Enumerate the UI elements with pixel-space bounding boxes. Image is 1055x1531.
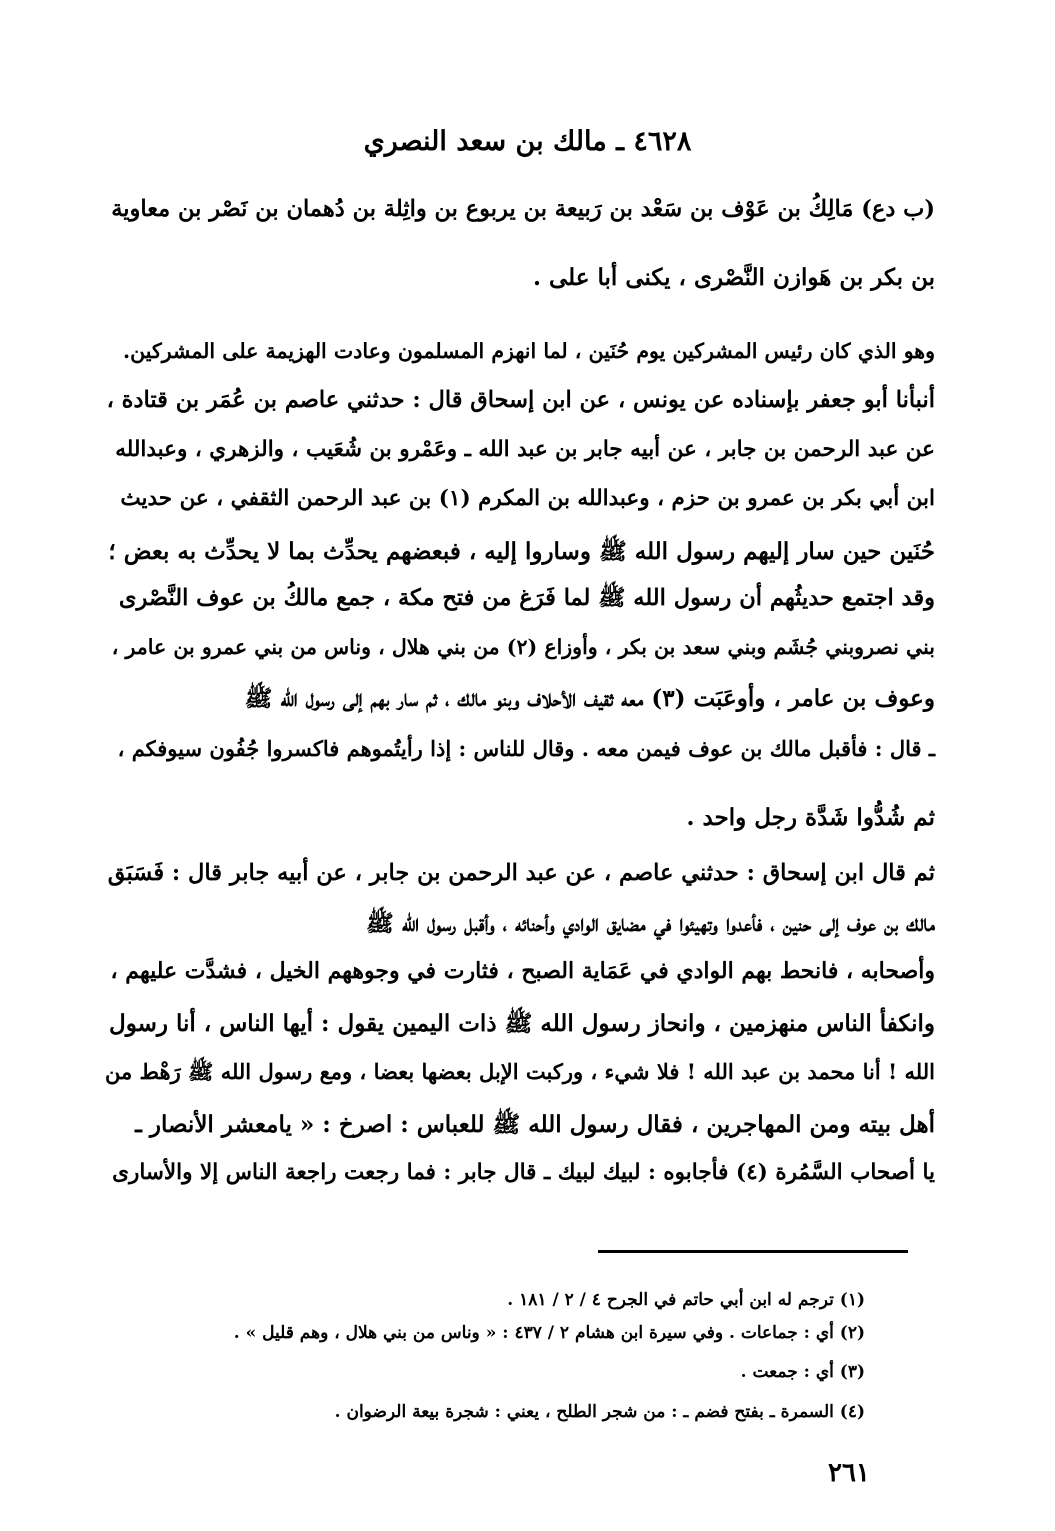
paragraph-line: وهو الذي كان رئيس المشركين يوم حُنَين ، لما انهزم المسلمون وعادت الهزيمة على المشركين. xyxy=(123,339,935,363)
intro-line: بن بكر بن هَوازن النَّصْرى ، يكنى أبا على . xyxy=(532,264,935,291)
paragraph-line: ثم قال ابن إسحاق : حدثني عاصم ، عن عبد الرحمن بن جابر ، عن أبيه جابر قال : فَسَبَق xyxy=(107,860,935,886)
paragraph-line: الله ! أنا محمد بن عبد الله ! فلا شيء ، وركبت الإبل بعضها بعضا ، ومع رسول الله ﷺ رَهْط من xyxy=(105,1059,935,1084)
paragraph-line: عن عبد الرحمن بن جابر ، عن أبيه جابر بن عبد الله ـ وعَمْرو بن شُعَيب ، والزهري ، وعبدالله xyxy=(115,437,935,462)
paragraph-line: وعوف بن عامر ، وأوعَبَت (٣) معه ثقيف الأحلاف وبنو مالك ، ثم سار بهم إلى رسول الله ﷺ xyxy=(244,685,935,712)
footnote: (٤) السمرة ـ بفتح فضم ـ : من شجر الطلح ، يعني : شجرة بيعة الرضوان . xyxy=(334,1402,865,1422)
paragraph-line: وانكفأ الناس منهزمين ، وانحاز رسول الله ﷺ ذات اليمين يقول : أيها الناس ، أنا رسول xyxy=(109,1010,935,1037)
footnote-divider xyxy=(598,1250,908,1253)
paragraph-line: بني نصروبني جُشَم وبني سعد بن بكر ، وأوزاع (٢) من بني هلال ، وناس من بني عمرو بن عامر ، xyxy=(111,635,935,659)
paragraph-line: وأصحابه ، فانحط بهم الوادي في عَمَاية الصبح ، فثارت في وجوههم الخيل ، فشدَّت عليهم ، xyxy=(110,958,935,984)
paragraph-line: أهل بيته ومن المهاجرين ، فقال رسول الله ﷺ للعباس : اصرخ : « يامعشر الأنصار ـ xyxy=(135,1111,935,1138)
paragraph-line: وقد اجتمع حديثُهم أن رسول الله ﷺ لما فَرَغ من فتح مكة ، جمع مالكُ بن عوف النَّصْرى xyxy=(118,585,935,611)
intro-line: (ب دع) مَالِكُ بن عَوْف بن سَعْد بن رَبيعة بن يربوع بن واثِلة بن دُهمان بن نَصْر بن معاوية xyxy=(111,196,935,222)
paragraph-line: ابن أبي بكر بن عمرو بن حزم ، وعبدالله بن المكرم (١) بن عبد الرحمن الثقفي ، عن حديث xyxy=(120,486,935,511)
footnote: (٢) أي : جماعات . وفي سيرة ابن هشام ٢ / ٤٣٧ : « وناس من بني هلال ، وهم قليل » . xyxy=(233,1323,865,1343)
paragraph-line: يا أصحاب السَّمُرة (٤) فأجابوه : لبيك لبيك ـ قال جابر : فما رجعت راجعة الناس إلا والأسارى xyxy=(112,1160,935,1185)
footnote: (٣) أي : جمعت . xyxy=(740,1362,865,1382)
paragraph-line: مالك بن عوف إلى حنين ، فأعدوا وتهيئوا في مضايق الوادي وأحنائه ، وأقبل رسول الله ﷺ xyxy=(366,910,935,937)
footnote: (١) ترجم له ابن أبي حاتم في الجرح ٤ / ٢ / ١٨١ . xyxy=(507,1290,865,1310)
paragraph-line: حُنَين حين سار إليهم رسول الله ﷺ وساروا إليه ، فبعضهم يحدِّث بما لا يحدِّث به بعض ؛ xyxy=(108,538,935,565)
page-number: ٢٦١ xyxy=(828,1458,870,1488)
paragraph-line: ـ قال : فأقبل مالك بن عوف فيمن معه . وقال للناس : إذا رأيتُموهم فاكسروا جُفُون سيوفكم ، xyxy=(117,736,935,761)
paragraph-line: أنبأنا أبو جعفر بإسناده عن يونس ، عن ابن إسحاق قال : حدثني عاصم بن عُمَر بن قتادة ، xyxy=(106,387,935,413)
paragraph-line: ثم شُدُّوا شَدَّة رجل واحد . xyxy=(686,804,935,831)
entry-title: ٤٦٢٨ ـ مالك بن سعد النصري xyxy=(363,126,692,157)
